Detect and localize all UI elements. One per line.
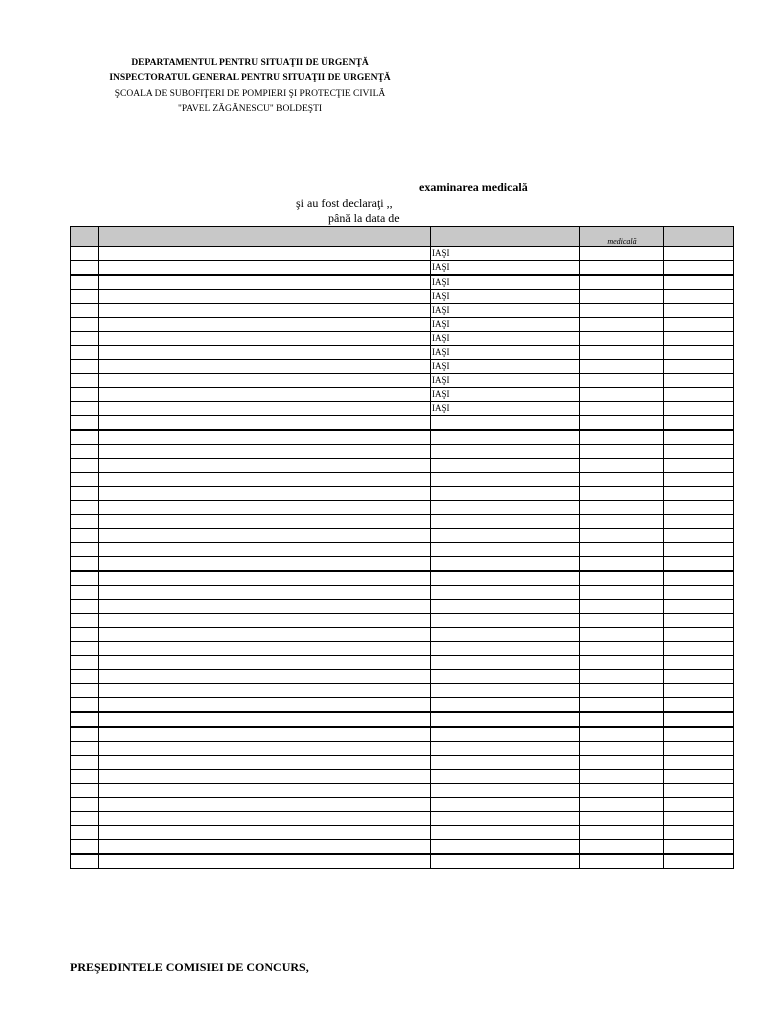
table-cell xyxy=(664,388,734,402)
city-cell xyxy=(431,543,580,557)
city-cell xyxy=(431,742,580,756)
city-cell xyxy=(431,756,580,770)
city-cell xyxy=(431,670,580,684)
table-cell xyxy=(99,360,431,374)
table-row xyxy=(71,586,734,600)
table-row xyxy=(71,742,734,756)
table-cell xyxy=(99,332,431,346)
table-cell xyxy=(99,445,431,459)
city-cell xyxy=(431,854,580,869)
table-row xyxy=(71,614,734,628)
table-cell xyxy=(580,459,664,473)
city-cell: IAŞI xyxy=(431,275,580,290)
table-row xyxy=(71,656,734,670)
city-cell xyxy=(431,459,580,473)
table-cell xyxy=(99,261,431,276)
city-cell xyxy=(431,473,580,487)
table-cell xyxy=(664,275,734,290)
table-cell xyxy=(580,642,664,656)
table-cell xyxy=(664,445,734,459)
table-cell xyxy=(71,727,99,742)
table-cell xyxy=(664,712,734,727)
table-cell xyxy=(580,318,664,332)
table-row xyxy=(71,698,734,713)
table-cell xyxy=(99,430,431,445)
table-cell xyxy=(664,557,734,572)
table-cell xyxy=(99,854,431,869)
table-cell xyxy=(71,742,99,756)
table-cell xyxy=(580,798,664,812)
table-cell xyxy=(580,712,664,727)
table-cell xyxy=(664,247,734,261)
city-cell xyxy=(431,656,580,670)
table-cell xyxy=(664,318,734,332)
table-cell xyxy=(664,756,734,770)
table-row xyxy=(71,543,734,557)
table-cell xyxy=(71,487,99,501)
table-cell xyxy=(580,826,664,840)
table-cell xyxy=(580,445,664,459)
table-cell xyxy=(71,247,99,261)
city-cell xyxy=(431,684,580,698)
table-cell xyxy=(580,600,664,614)
table-cell xyxy=(580,756,664,770)
table-cell xyxy=(99,756,431,770)
table-cell xyxy=(99,402,431,416)
table-cell xyxy=(71,304,99,318)
table-cell xyxy=(580,374,664,388)
table-cell xyxy=(71,318,99,332)
city-cell xyxy=(431,501,580,515)
table-cell xyxy=(664,515,734,529)
intro-line-declared: şi au fost declaraţi ,, xyxy=(296,196,393,210)
table-row xyxy=(71,557,734,572)
table-cell xyxy=(71,571,99,586)
header-school-name: "PAVEL ZĂGĂNESCU" BOLDEŞTI xyxy=(177,103,323,114)
table-cell xyxy=(664,727,734,742)
table-cell xyxy=(99,501,431,515)
table-cell xyxy=(71,557,99,572)
table-cell xyxy=(664,784,734,798)
table-cell xyxy=(580,304,664,318)
table-cell xyxy=(580,586,664,600)
header-cell xyxy=(99,227,431,247)
table-cell xyxy=(71,642,99,656)
table-cell xyxy=(664,402,734,416)
table-cell xyxy=(580,770,664,784)
table-row xyxy=(71,360,734,374)
city-cell: IAŞI xyxy=(431,360,580,374)
city-cell xyxy=(431,557,580,572)
table-cell xyxy=(71,360,99,374)
table-row xyxy=(71,756,734,770)
table-row xyxy=(71,529,734,543)
table-cell xyxy=(99,812,431,826)
table-cell xyxy=(99,543,431,557)
city-cell xyxy=(431,445,580,459)
document-header xyxy=(100,56,400,117)
table-cell xyxy=(580,247,664,261)
table-cell xyxy=(71,275,99,290)
table-cell xyxy=(580,501,664,515)
table-row xyxy=(71,642,734,656)
table-cell xyxy=(580,727,664,742)
table-row xyxy=(71,727,734,742)
table-cell xyxy=(71,812,99,826)
table-row xyxy=(71,374,734,388)
table-cell xyxy=(71,332,99,346)
table-cell xyxy=(71,670,99,684)
table-cell xyxy=(580,854,664,869)
table-cell xyxy=(71,840,99,855)
table-row xyxy=(71,571,734,586)
header-cell xyxy=(431,227,580,247)
table-row xyxy=(71,275,734,290)
table-cell xyxy=(99,684,431,698)
table-header-row xyxy=(71,227,734,247)
table-cell xyxy=(580,529,664,543)
table-cell xyxy=(99,247,431,261)
table-cell xyxy=(664,812,734,826)
city-cell xyxy=(431,698,580,713)
city-cell: IAŞI xyxy=(431,261,580,276)
table-cell xyxy=(71,628,99,642)
table-cell xyxy=(99,515,431,529)
candidates-table xyxy=(70,226,734,869)
city-cell xyxy=(431,642,580,656)
table-cell xyxy=(99,826,431,840)
table-cell xyxy=(99,416,431,431)
table-cell xyxy=(664,360,734,374)
table-row xyxy=(71,712,734,727)
table-cell xyxy=(664,840,734,855)
table-cell xyxy=(580,742,664,756)
table-row xyxy=(71,515,734,529)
table-row xyxy=(71,670,734,684)
table-cell xyxy=(664,854,734,869)
table-cell xyxy=(664,698,734,713)
table-cell xyxy=(664,798,734,812)
table-cell xyxy=(664,586,734,600)
table-cell xyxy=(664,628,734,642)
table-cell xyxy=(580,670,664,684)
table-cell xyxy=(664,614,734,628)
table-cell xyxy=(99,614,431,628)
table-cell xyxy=(71,798,99,812)
table-cell xyxy=(99,600,431,614)
table-cell xyxy=(99,487,431,501)
city-cell xyxy=(431,628,580,642)
table-cell xyxy=(71,374,99,388)
table-cell xyxy=(99,784,431,798)
city-cell: IAŞI xyxy=(431,332,580,346)
table-cell xyxy=(664,642,734,656)
table-cell xyxy=(580,388,664,402)
candidates-table-body xyxy=(71,227,734,869)
table-cell xyxy=(580,402,664,416)
city-cell xyxy=(431,712,580,727)
city-cell: IAŞI xyxy=(431,290,580,304)
table-row xyxy=(71,684,734,698)
table-cell xyxy=(664,346,734,360)
table-row xyxy=(71,416,734,431)
table-cell xyxy=(99,346,431,360)
table-cell xyxy=(664,770,734,784)
table-cell xyxy=(580,515,664,529)
table-cell xyxy=(580,614,664,628)
table-cell xyxy=(99,742,431,756)
header-school: ŞCOALA DE SUBOFIŢERI DE POMPIERI ŞI PROTECŢIE CIVILĂ xyxy=(114,88,386,99)
table-row xyxy=(71,501,734,515)
table-row xyxy=(71,770,734,784)
table-cell xyxy=(580,275,664,290)
table-row xyxy=(71,332,734,346)
table-row xyxy=(71,826,734,840)
city-cell xyxy=(431,826,580,840)
table-row xyxy=(71,290,734,304)
table-cell xyxy=(71,346,99,360)
table-row xyxy=(71,430,734,445)
table-cell xyxy=(580,332,664,346)
table-cell xyxy=(99,374,431,388)
table-cell xyxy=(580,416,664,431)
table-cell xyxy=(99,557,431,572)
city-cell: IAŞI xyxy=(431,388,580,402)
city-cell xyxy=(431,812,580,826)
table-cell xyxy=(580,290,664,304)
table-cell xyxy=(99,770,431,784)
table-cell xyxy=(664,473,734,487)
table-cell xyxy=(580,543,664,557)
city-cell: IAŞI xyxy=(431,374,580,388)
table-cell xyxy=(580,487,664,501)
table-cell xyxy=(71,854,99,869)
table-cell xyxy=(664,742,734,756)
table-cell xyxy=(664,543,734,557)
table-cell xyxy=(664,529,734,543)
table-cell xyxy=(580,261,664,276)
table-row xyxy=(71,318,734,332)
table-row xyxy=(71,854,734,869)
city-cell xyxy=(431,770,580,784)
table-cell xyxy=(71,515,99,529)
table-cell xyxy=(99,473,431,487)
table-row xyxy=(71,304,734,318)
signature-label: PREŞEDINTELE COMISIEI DE CONCURS, xyxy=(70,960,309,974)
table-cell xyxy=(580,628,664,642)
table-cell xyxy=(71,756,99,770)
table-cell xyxy=(664,684,734,698)
table-cell xyxy=(580,840,664,855)
city-cell: IAŞI xyxy=(431,247,580,261)
table-row xyxy=(71,840,734,855)
table-cell xyxy=(71,388,99,402)
header-inspectorate: INSPECTORATUL GENERAL PENTRU SITUAŢII DE URGENŢĂ xyxy=(109,73,391,84)
table-cell xyxy=(99,840,431,855)
table-cell xyxy=(99,656,431,670)
table-cell xyxy=(71,445,99,459)
table-cell xyxy=(71,529,99,543)
city-cell xyxy=(431,430,580,445)
city-cell xyxy=(431,727,580,742)
table-cell xyxy=(664,571,734,586)
table-cell xyxy=(99,670,431,684)
table-cell xyxy=(99,727,431,742)
table-cell xyxy=(664,826,734,840)
table-row xyxy=(71,798,734,812)
table-cell xyxy=(99,304,431,318)
table-cell xyxy=(664,501,734,515)
table-row xyxy=(71,812,734,826)
table-cell xyxy=(71,600,99,614)
table-row xyxy=(71,402,734,416)
city-cell: IAŞI xyxy=(431,318,580,332)
table-row xyxy=(71,346,734,360)
city-cell xyxy=(431,529,580,543)
header-department: DEPARTAMENTUL PENTRU SITUAŢII DE URGENŢĂ xyxy=(131,58,369,68)
table-cell xyxy=(71,402,99,416)
table-cell xyxy=(580,557,664,572)
table-cell xyxy=(99,798,431,812)
table-cell xyxy=(664,304,734,318)
intro-line-date: până la data de xyxy=(328,211,400,225)
table-cell xyxy=(71,614,99,628)
table-cell xyxy=(71,290,99,304)
table-cell xyxy=(71,416,99,431)
table-row xyxy=(71,628,734,642)
table-cell xyxy=(99,698,431,713)
table-cell xyxy=(580,656,664,670)
table-cell xyxy=(71,712,99,727)
header-cell-medical xyxy=(580,227,664,247)
table-cell xyxy=(99,318,431,332)
table-cell xyxy=(99,642,431,656)
table-cell xyxy=(99,571,431,586)
table-cell xyxy=(580,473,664,487)
table-cell xyxy=(71,586,99,600)
city-cell xyxy=(431,798,580,812)
table-cell xyxy=(71,826,99,840)
header-cell xyxy=(664,227,734,247)
table-cell xyxy=(664,416,734,431)
table-cell xyxy=(71,684,99,698)
table-cell xyxy=(664,656,734,670)
table-cell xyxy=(99,275,431,290)
table-cell xyxy=(71,656,99,670)
table-cell xyxy=(99,529,431,543)
city-cell xyxy=(431,416,580,431)
table-cell xyxy=(580,784,664,798)
table-cell xyxy=(580,684,664,698)
table-row xyxy=(71,487,734,501)
table-cell xyxy=(71,784,99,798)
table-cell xyxy=(99,459,431,473)
table-cell xyxy=(664,332,734,346)
table-cell xyxy=(580,698,664,713)
table-row xyxy=(71,445,734,459)
table-cell xyxy=(664,487,734,501)
city-cell xyxy=(431,784,580,798)
city-cell xyxy=(431,487,580,501)
table-cell xyxy=(664,290,734,304)
city-cell: IAŞI xyxy=(431,346,580,360)
table-cell xyxy=(71,459,99,473)
table-cell xyxy=(664,261,734,276)
table-cell xyxy=(99,290,431,304)
city-cell xyxy=(431,586,580,600)
table-cell xyxy=(664,670,734,684)
city-cell xyxy=(431,571,580,586)
table-cell xyxy=(580,360,664,374)
table-cell xyxy=(99,628,431,642)
table-cell xyxy=(664,374,734,388)
table-cell xyxy=(71,473,99,487)
table-cell xyxy=(664,459,734,473)
table-cell xyxy=(580,571,664,586)
city-cell xyxy=(431,840,580,855)
city-cell xyxy=(431,600,580,614)
city-cell xyxy=(431,515,580,529)
table-cell xyxy=(71,430,99,445)
table-cell xyxy=(99,586,431,600)
table-row xyxy=(71,261,734,276)
table-row xyxy=(71,459,734,473)
table-cell xyxy=(71,770,99,784)
table-row xyxy=(71,473,734,487)
table-row xyxy=(71,388,734,402)
intro-line-examination: examinarea medicală xyxy=(419,180,528,194)
table-cell xyxy=(71,543,99,557)
city-cell xyxy=(431,614,580,628)
table-cell xyxy=(664,430,734,445)
table-cell xyxy=(580,346,664,360)
table-cell xyxy=(99,712,431,727)
table-cell xyxy=(580,812,664,826)
table-cell xyxy=(71,501,99,515)
table-row xyxy=(71,600,734,614)
city-cell: IAŞI xyxy=(431,304,580,318)
table-row xyxy=(71,784,734,798)
header-cell xyxy=(71,227,99,247)
city-cell: IAŞI xyxy=(431,402,580,416)
table-cell xyxy=(71,698,99,713)
table-row xyxy=(71,247,734,261)
table-cell xyxy=(71,261,99,276)
header-label-medical: medicală xyxy=(607,237,637,246)
table-cell xyxy=(99,388,431,402)
table-cell xyxy=(580,430,664,445)
table-cell xyxy=(664,600,734,614)
